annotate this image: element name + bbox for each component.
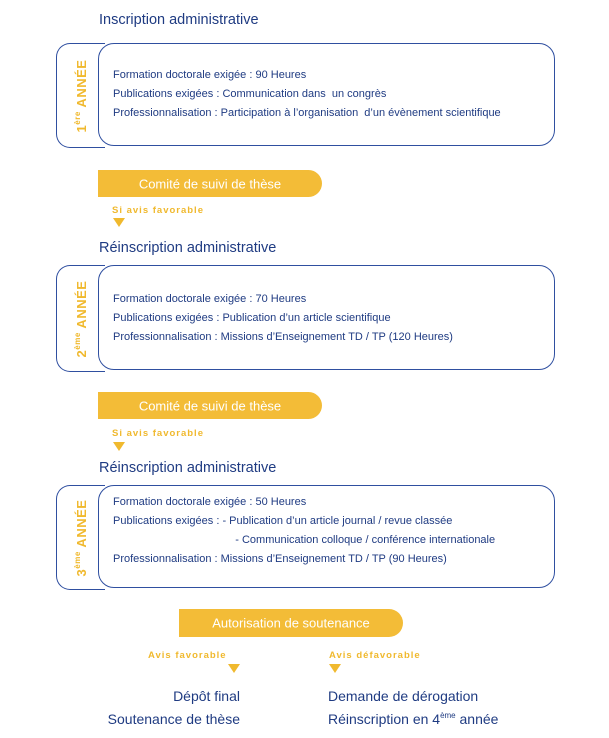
year-2-label: 2ème ANNÉE — [73, 280, 89, 357]
year-1-label: 1ère ANNÉE — [73, 59, 89, 132]
arrow-down-icon — [329, 664, 341, 673]
arrow-down-icon — [113, 218, 125, 227]
outcome-depot-final: Dépôt final — [173, 688, 240, 704]
requirement-line: Professionnalisation : Missions d’Enseignement TD / TP (90 Heures) — [113, 553, 447, 565]
outcome-soutenance: Soutenance de thèse — [107, 711, 240, 727]
requirement-line: Publications exigées : Communication dans un congrès — [113, 88, 387, 100]
stage-title-reinscription: Réinscription administrative — [99, 240, 277, 256]
comite-suivi-2: Comité de suivi de thèse — [98, 392, 322, 419]
requirement-line: Formation doctorale exigée : 90 Heures — [113, 69, 307, 81]
comite-suivi-1: Comité de suivi de thèse — [98, 170, 322, 197]
year-3-label: 3ème ANNÉE — [73, 499, 89, 576]
requirement-line: Publications exigées : - Publication d’un article journal / revue classée — [113, 515, 453, 527]
requirement-line: Formation doctorale exigée : 50 Heures — [113, 496, 307, 508]
condition-favorable-1: Si avis favorable — [112, 205, 204, 216]
year-1-requirements — [98, 43, 555, 146]
arrow-down-icon — [228, 664, 240, 673]
outcome-reinscription-4: Réinscription en 4ème année — [328, 711, 499, 727]
requirement-line: - Communication colloque / conférence internationale — [113, 534, 496, 546]
condition-defavorable: Avis défavorable — [329, 650, 421, 661]
requirement-line: Formation doctorale exigée : 70 Heures — [113, 293, 307, 305]
stage-title-reinscription: Réinscription administrative — [99, 460, 277, 476]
year-3-requirements — [98, 485, 555, 588]
condition-favorable: Avis favorable — [148, 650, 227, 661]
condition-favorable-2: Si avis favorable — [112, 428, 204, 439]
arrow-down-icon — [113, 442, 125, 451]
requirement-line: Professionnalisation : Missions d’Enseignement TD / TP (120 Heures) — [113, 331, 453, 343]
stage-title-inscription: Inscription administrative — [99, 12, 259, 28]
requirement-line: Publications exigées : Publication d’un article scientifique — [113, 312, 391, 324]
autorisation-soutenance: Autorisation de soutenance — [179, 609, 403, 637]
requirement-line: Professionnalisation : Participation à l’organisation d’un évènement scientifique — [113, 107, 501, 119]
year-2-requirements — [98, 265, 555, 370]
outcome-derogation: Demande de dérogation — [328, 688, 479, 704]
